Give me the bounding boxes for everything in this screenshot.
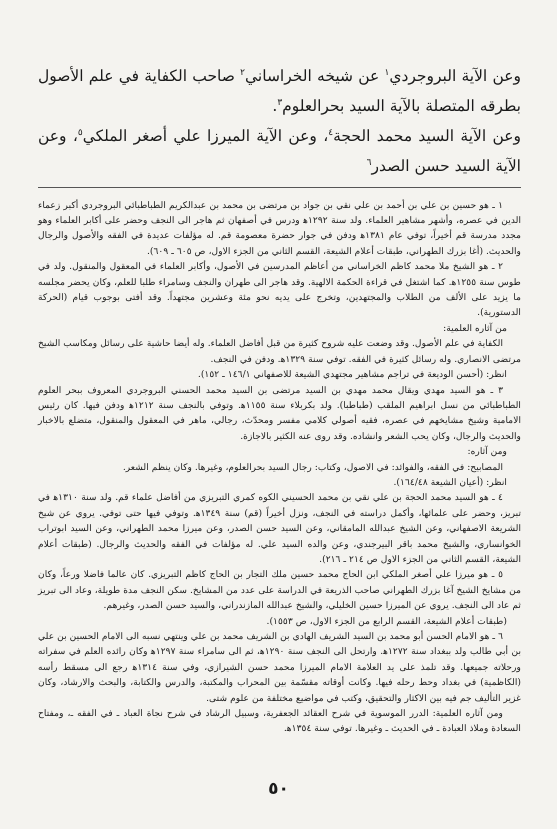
main-text-segment: وعن الآية السيد محمد الحجة [333, 127, 521, 146]
footnote-5-reference: (طبقات أعلام الشيعة، القسم الرابع من الجزء الاول، ص ١٥٥٣). [266, 615, 507, 627]
main-text-block [38, 60, 521, 181]
footnote-3-reference: انظر: (أعيان الشيعة ١٦٤/٤٨). [393, 476, 507, 488]
footnote-1: ١ ـ هو حسين بن علي بن أحمد بن علي نقي بن جواد بن مرتضى بن محمد بن عبدالكريم الطباطبائي البروجردي أكبر زعماء الدين في عصره، وأشهر مشاهير العلماء. ولد سنة ١٢٩٢ﻫ ودرس في أصفهان ثم هاجر الى النجف وحضر على أكابر العلماء وهو مجدد مدرسة قم أخيراً، توفي عام ١٣٨١ﻫ ودفن في جوار حضرة معصومة قم. له مؤلفات عديدة في الفقه والأصول والرجال والحديث. (أغا بزرك الطهراني، طبقات أعلام الشيعة، القسم الثاني من الجزء الاول، ص ٦٠٥ ـ ٦٠٩). [38, 199, 522, 257]
footnote-2-works: الكفاية في علم الأصول. وقد وضعت عليه شروح كثيرة من قبل أفاضل العلماء. وله أيضا حاشية على رسائل ومكاسب الشيخ مرتضى الانصاري. وله رسائل كثيرة في الفقه. توفي سنة ١٣٢٩ﻫ. ودفن في النجف. [38, 338, 521, 365]
footnote-6: ٦ ـ هو الامام الحسن أبو محمد بن السيد الشريف الهادي بن الشريف محمد بن علي وينتهي نسبه الى الامام الحسين بن علي بن أبي طالب ولد ببغداد سنة ١٢٧٢ﻫ. وارتحل الى النجف سنة ١٢٩٠ﻫ، ثم الى سامراء سنة ١٢٩٧ﻫ وكان رائده العلم في سفراته ورحلاته جميعها. وقد تلمذ على يد العلامة الامام الميرزا محمد حسن الشيرازي، وفي سنة ١٣١٤ﻫ رجع الى مسقط رأسه (الكاظمية) في بغداد وحط رحله فيها. وكانت أوقاته مقسّمة بين المحراب والمكتبة، والدرس والكتابة، والبحث والارشاد، وكان غزير التأليف جم فيه بين الاكثار والتحقيق، وكتب في مواضيع مختلفة من علوم شتى. [38, 631, 521, 704]
footnote-marker[interactable]: ٦ [366, 158, 372, 169]
main-paragraph-2 [38, 120, 521, 180]
footnote-marker[interactable]: ٤ [328, 128, 334, 139]
main-text-segment: ، وعن الآية الميرزا علي أصغر الملكي [82, 127, 329, 146]
footnote-6-works: ومن آثاره العلمية: الدرر الموسوية في شرح العقائد الجعفرية، وسبيل الرشاد في شرح نجاة العباد ـ في الفقه ـ، ومفتاح السعادة وملاذ العبادة ـ في الحديث ـ وغيرها. توفي سنة ١٣٥٤ﻫ. [38, 708, 521, 735]
main-text-segment: عن شيخه الخراساني [244, 67, 385, 86]
footnote-2-works-heading: من آثاره العلمية: [443, 322, 507, 334]
page-number: ٥٠ [268, 779, 289, 799]
footnote-marker[interactable]: ٢ [240, 68, 245, 78]
footnote-3-works: المصابيح: في الفقه، والفوائد: في الاصول، وكتاب: رجال السيد بحرالعلوم، وغيرها. وكان ينظم الشعر. [122, 461, 503, 473]
footnote-divider [38, 187, 521, 188]
main-text-segment: . [272, 97, 278, 116]
footnote-2-reference: انظر: (أحسن الوديعة في تراجم مشاهير مجتهدي الشيعة للاصفهاني ١٤٦/١ ـ ١٥٢). [197, 369, 507, 381]
footnote-marker[interactable]: ٥ [77, 128, 83, 139]
footnote-4: ٤ ـ هو السيد محمد الحجة بن علي نقي بن محمد الحسيني الكوه كمري التبريزي من أفاضل علماء قم. ولد سنة ١٣١٠ﻫ في تبريز، وحضر على علمائها، وأكمل دراسته في النجف، ونزل أخيراً (قم) سنة ١٣٤٩ﻫ. وتوفي فيها حتى توفي. يروي عن شيخ الشريعة الاصفهاني، وعن الشيخ عبدالله المامقاني، وعن السيد حسن الصدر، وعن ميرزا محمد الطهراني، وعن السيد ابوتراب الخوانساري، والشيخ محمد باقر البيرجندي، وعن والده السيد علي. له مؤلفات في الفقه والحديث والرجال. (طبقات أعلام الشيعة، القسم الثاني من الجزء الاول ص ٢١٤ ـ ٢١٦). [38, 492, 521, 565]
footnotes-section [38, 198, 521, 737]
footnote-5: ٥ ـ هو ميرزا علي أصغر الملكي ابن الحاج محمد حسين ملك التجار بن الحاج كاظم التبريزي. كان عالما فاضلا ورعاً، وكان من مشايخ الشيخ آغا بزرك الطهراني صاحب الذريعة في الدراسة على عدد من المشايخ. سكن النجف مدة طويلة، وعاد الى تبريز ثم عاد الى النجف. يروي عن الميرزا حسين الخليلي، والشيخ عبدالله المازندراني، والسيد حسن الصدر، وغيرهم. [38, 569, 521, 612]
main-text-segment: ، وعن الآية السيد حسن الصدر [38, 127, 521, 176]
footnote-marker[interactable]: ١ [384, 68, 390, 78]
main-text-segment: وعن الآية البروجردي [389, 67, 521, 86]
main-paragraph-1 [38, 60, 521, 120]
footnote-3: ٣ ـ هو السيد مهدي ويقال محمد مهدي بن السيد مرتضى بن السيد محمد الحسني البروجردي المعروف ببحر العلوم الطباطبائي من نسل ابراهيم الملقب (طباطبا). ولد بكربلاء سنة ١١٥٥ﻫ. وتوفي بالنجف سنة ١٢١٢ﻫ ودفن فيها. كان رئيس الامامية وشيخ مشايخهم في عصره، فقيه أصولي كلامي مفسر ومحدّث، رجالي، ماهر في المعقول والمنقول، متضلع بالاخبار والحديث والرجال، وكان يحب الشعر وانشاده. وقد روى عنه الكثير بالاجازة. [38, 384, 521, 442]
footnote-marker[interactable]: ٣ [277, 98, 283, 109]
footnote-3-works-heading: ومن آثاره: [467, 446, 507, 458]
footnote-2: ٢ ـ هو الشيخ ملا محمد كاظم الخراساني من أعاظم المدرسين في الأصول، وأكابر العلماء في المعقول والمنقول. ولد في طوس سنة ١٢٥٥ﻫ. كما اشتغل في قراءة الحكمة الالهية. وقد هاجر الى طهران والنجف وسامراء طلبا للعلم، وكان يحضر مجلسه ما يزيد على الألف من الطلاب والمجتهدين، وتخرج على يديه نحو مئة وعشرين مجتهداً. وقد أفتى بوجوب قيام (الحركة الدستورية). [38, 261, 521, 319]
main-text-segment: صاحب الكفاية في علم الأصول بطرقه المتصلة بالآية السيد بحرالعلوم [38, 67, 521, 116]
